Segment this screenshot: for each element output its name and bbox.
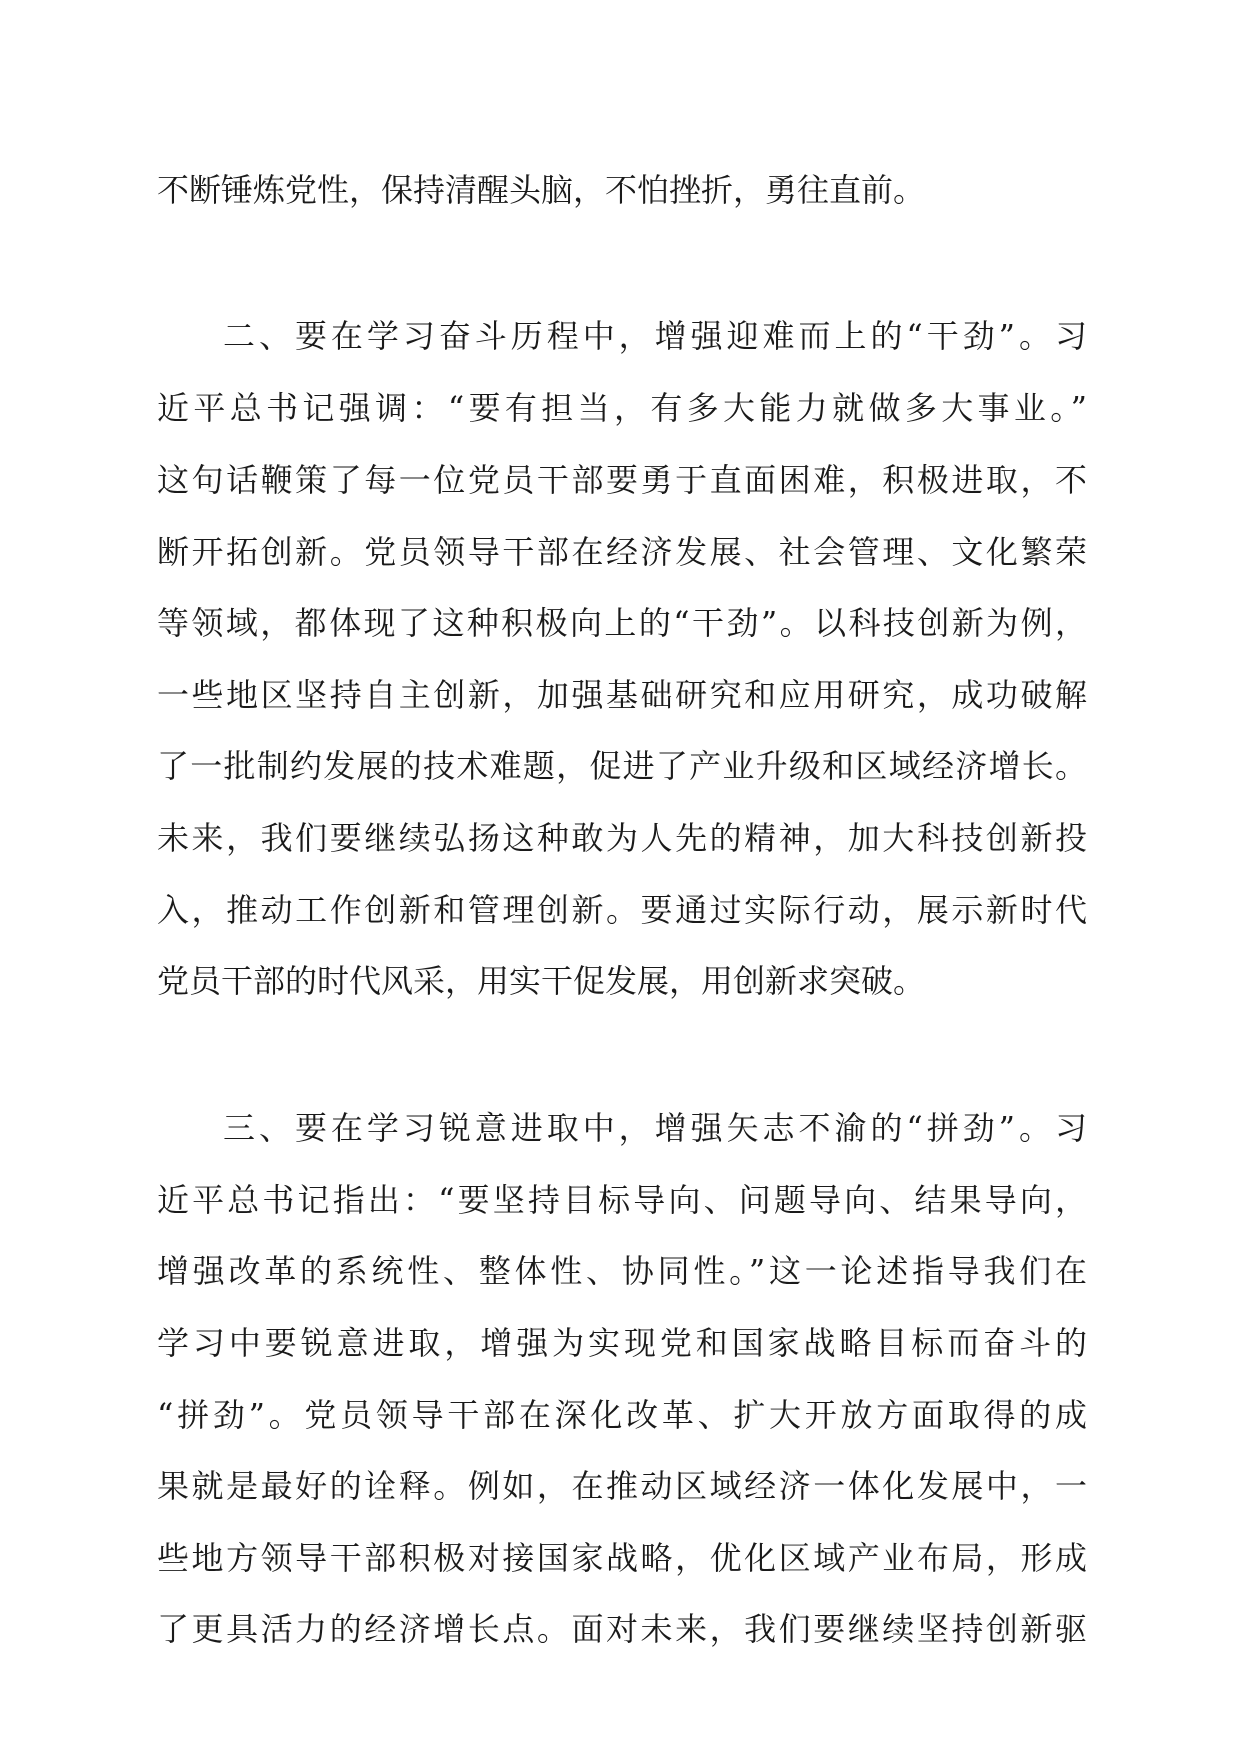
text-line: 二、要在学习奋斗历程中，增强迎难而上的“干劲”。习	[223, 317, 1087, 355]
text-line: 不断锤炼党性，保持清醒头脑，不怕挫折，勇往直前。	[157, 171, 926, 209]
text-line: 些地方领导干部积极对接国家战略，优化区域产业布局，形成	[157, 1539, 1087, 1577]
text-line: “拼劲”。党员领导干部在深化改革、扩大开放方面取得的成	[157, 1396, 1087, 1434]
text-line: 近平总书记强调：“要有担当，有多大能力就做多大事业。”	[157, 389, 1087, 427]
text-line: 果就是最好的诠释。例如，在推动区域经济一体化发展中，一	[157, 1467, 1087, 1505]
text-line: 入，推动工作创新和管理创新。要通过实际行动，展示新时代	[157, 891, 1087, 929]
text-line: 等领域，都体现了这种积极向上的“干劲”。以科技创新为例，	[157, 604, 1087, 642]
text-line: 了一批制约发展的技术难题，促进了产业升级和区域经济增长。	[157, 747, 1087, 785]
text-line: 了更具活力的经济增长点。面对未来，我们要继续坚持创新驱	[157, 1610, 1087, 1648]
text-line: 党员干部的时代风采，用实干促发展，用创新求突破。	[157, 962, 926, 1000]
text-line: 增强改革的系统性、整体性、协同性。”这一论述指导我们在	[157, 1252, 1087, 1290]
text-line: 学习中要锐意进取，增强为实现党和国家战略目标而奋斗的	[157, 1324, 1087, 1362]
text-line: 未来，我们要继续弘扬这种敢为人先的精神，加大科技创新投	[157, 819, 1087, 857]
text-line: 近平总书记指出：“要坚持目标导向、问题导向、结果导向，	[157, 1181, 1087, 1219]
text-line: 这句话鞭策了每一位党员干部要勇于直面困难，积极进取，不	[157, 461, 1087, 499]
text-line: 断开拓创新。党员领导干部在经济发展、社会管理、文化繁荣	[157, 533, 1087, 571]
text-line: 一些地区坚持自主创新，加强基础研究和应用研究，成功破解	[157, 676, 1087, 714]
text-line: 三、要在学习锐意进取中，增强矢志不渝的“拼劲”。习	[223, 1109, 1087, 1147]
